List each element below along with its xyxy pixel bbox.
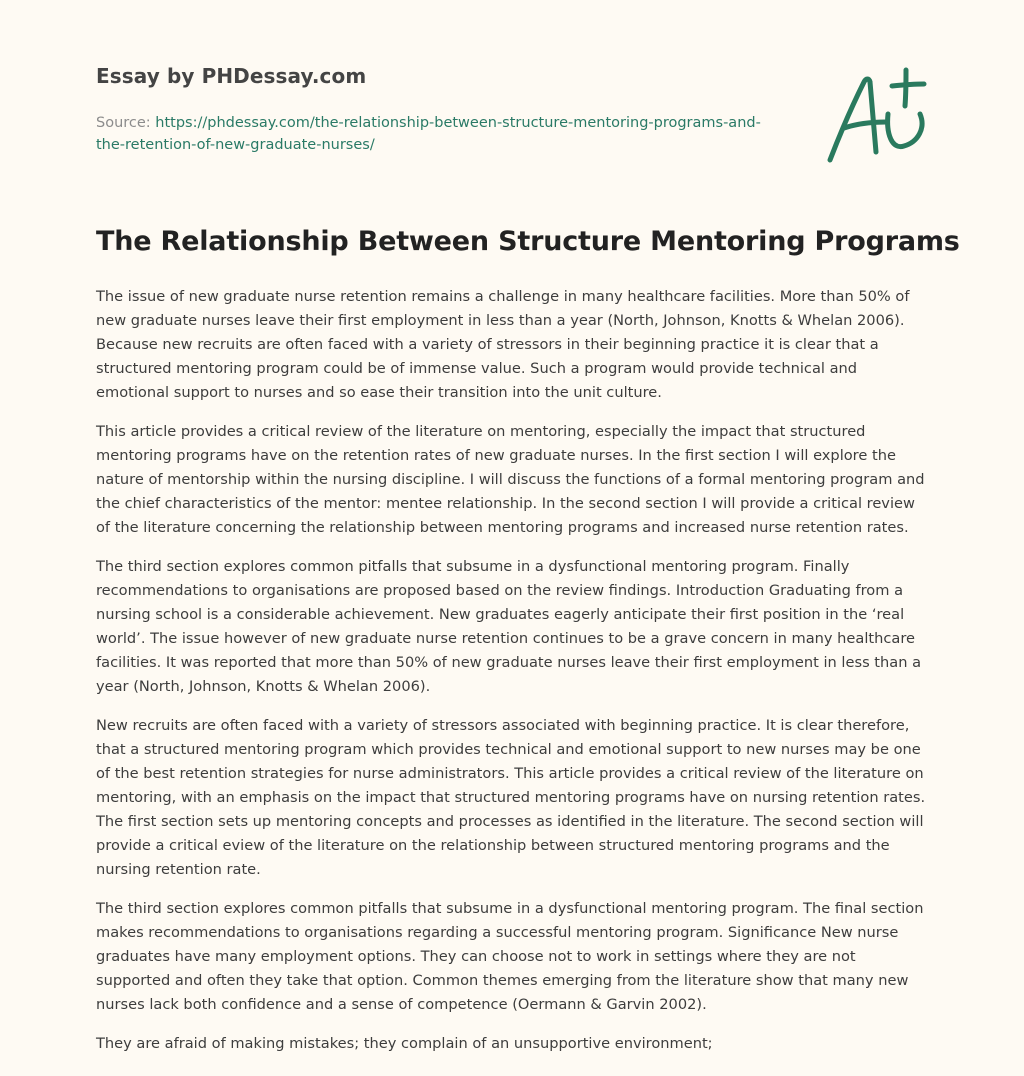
source-label: Source: <box>96 115 156 131</box>
essay-body <box>96 285 930 1071</box>
paragraph-6: They are afraid of making mistakes; they complain of an unsupportive environment; <box>96 1035 713 1052</box>
paragraph-3: The third section explores common pitfalls that subsume in a dysfunctional mentoring program. Finally recommendations to organisations are proposed based on the review findings. Introduction Graduating from a nursing school is a considerable achievement. New graduates eagerly anticipate their first position in the ‘real world’. The issue however of new graduate nurse retention continues to be a grave concern in many healthcare facilities. It was reported that more than 50% of new graduate nurses leave their first employment in less than a year (North, Johnson, Knotts & Whelan 2006). <box>96 558 922 695</box>
paragraph-1: The issue of new graduate nurse retention remains a challenge in many healthcare facilities. More than 50% of new graduate nurses leave their first employment in less than a year (North, Johnson, Knotts & Whelan 2006). Because new recruits are often faced with a variety of stressors in their beginning practice it is clear that a structured mentoring program could be of immense value. Such a program would provide technical and emotional support to nurses and so ease their transition into the unit culture. <box>96 288 910 401</box>
paragraph-2: This article provides a critical review of the literature on mentoring, especially the impact that structured mentoring programs have on the retention rates of new graduate nurses. In the first section I will explore the nature of mentorship within the nursing discipline. I will discuss the functions of a formal mentoring program and the chief characteristics of the mentor: mentee relationship. In the second section I will provide a critical review of the literature concerning the relationship between mentoring programs and increased nurse retention rates. <box>96 423 925 536</box>
essay-page <box>96 0 960 1076</box>
paragraph-5: The third section explores common pitfalls that subsume in a dysfunctional mentoring program. The final section makes recommendations to organisations regarding a successful mentoring program. Significance New nurse graduates have many employment options. They can choose not to work in settings where they are not supported and often they take that option. Common themes emerging from the literature show that many new nurses lack both confidence and a sense of competence (Oermann & Garvin 2002). <box>96 900 924 1013</box>
a-plus-logo-icon <box>826 64 930 168</box>
source-link[interactable]: https://phdessay.com/the-relationship-between-structure-mentoring-programs-and-the-retention-of-new-graduate-nurses/ <box>96 115 761 153</box>
source-line <box>96 112 776 156</box>
paragraph-4: New recruits are often faced with a variety of stressors associated with beginning practice. It is clear therefore, that a structured mentoring program which provides technical and emotional support to new nurses may be one of the best retention strategies for nurse administrators. This article provides a critical review of the literature on mentoring, with an emphasis on the impact that structured mentoring programs have on nursing retention rates. The first section sets up mentoring concepts and processes as identified in the literature. The second section will provide a critical eview of the literature on the relationship between structured mentoring programs and the nursing retention rate. <box>96 717 926 878</box>
site-title: Essay by PHDessay.com <box>96 64 367 88</box>
essay-title: The Relationship Between Structure Mentoring Programs <box>96 226 960 257</box>
